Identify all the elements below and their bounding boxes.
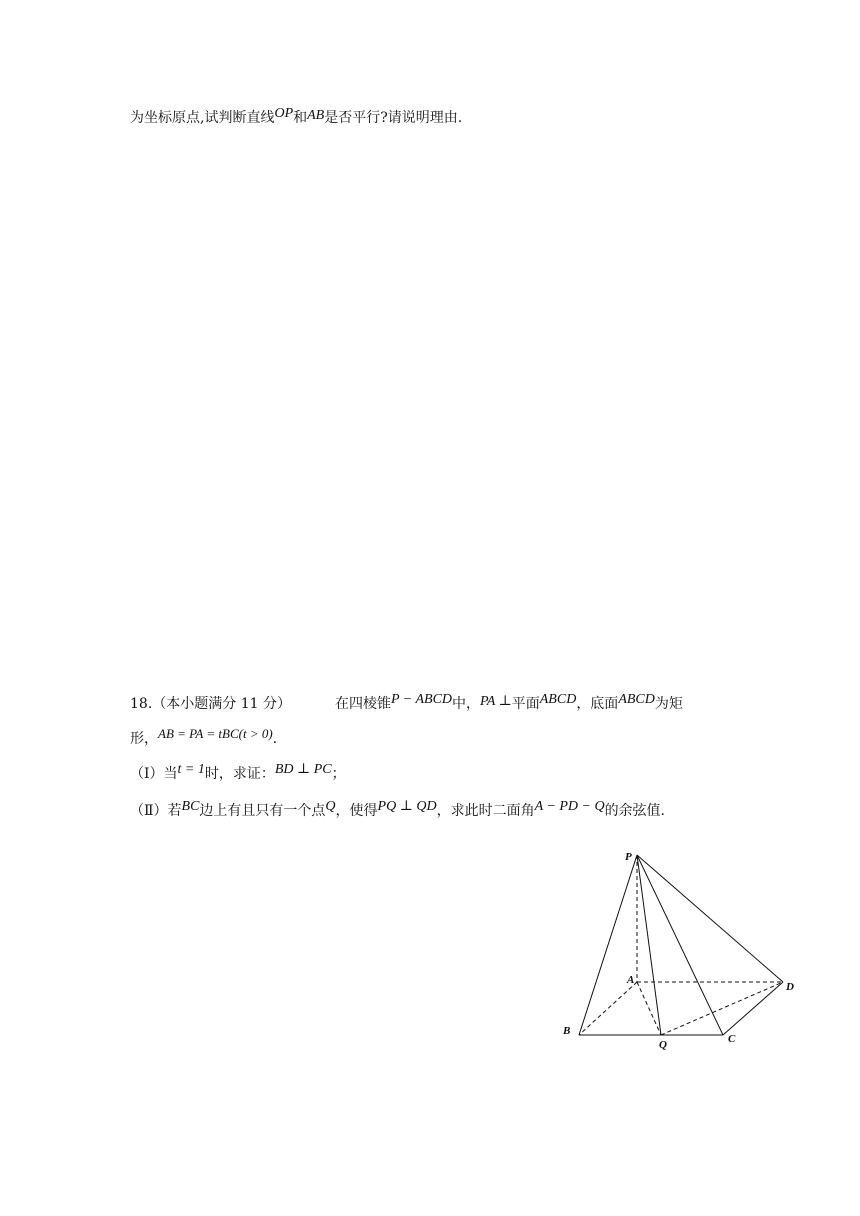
text: 为矩 bbox=[654, 696, 683, 712]
math-bc: BC bbox=[181, 799, 200, 814]
previous-problem-tail bbox=[130, 104, 462, 128]
edge-pc bbox=[637, 855, 723, 1035]
text: 的余弦值. bbox=[604, 803, 666, 819]
label-c: C bbox=[728, 1033, 736, 1045]
text: ，使得 bbox=[335, 803, 378, 819]
text: ； bbox=[331, 766, 346, 782]
math-bd-perp-pc: BD ⊥ PC bbox=[274, 762, 332, 777]
text: ，求此时二面角 bbox=[436, 803, 535, 819]
text: 中， bbox=[452, 696, 481, 712]
part-2 bbox=[130, 797, 665, 821]
math-pa-perp: PA ⊥ bbox=[480, 694, 512, 709]
problem-18-line-2 bbox=[130, 724, 277, 749]
math-t-equals-1: t = 1 bbox=[177, 762, 205, 777]
math-op: OP bbox=[274, 106, 294, 121]
edge-qd bbox=[661, 982, 783, 1035]
part-label: （Ⅰ）当 bbox=[130, 766, 178, 782]
math-pyramid: P − ABCD bbox=[390, 692, 453, 707]
label-d: D bbox=[786, 981, 794, 993]
math-abcd: ABCD bbox=[618, 692, 655, 707]
text: 在四棱锥 bbox=[334, 696, 391, 712]
text: 时，求证： bbox=[204, 766, 275, 782]
text: ，底面 bbox=[576, 696, 619, 712]
text: 为坐标原点,试判断直线 bbox=[130, 110, 275, 126]
math-condition: AB = PA = tBC(t > 0) bbox=[158, 726, 273, 741]
part-label: （Ⅱ）若 bbox=[130, 803, 182, 819]
math-abcd: ABCD bbox=[539, 692, 577, 707]
label-q: Q bbox=[659, 1039, 667, 1051]
problem-18-line-1 bbox=[130, 690, 683, 714]
part-1 bbox=[130, 760, 346, 784]
label-a: A bbox=[627, 974, 635, 986]
pyramid-figure bbox=[555, 848, 805, 1053]
edge-pd bbox=[637, 855, 783, 982]
math-pq-perp-qd: PQ ⊥ QD bbox=[377, 799, 437, 814]
problem-number: 18. bbox=[130, 696, 153, 712]
text: 平面 bbox=[511, 696, 540, 712]
edge-cd bbox=[723, 982, 783, 1035]
math-q: Q bbox=[325, 799, 336, 814]
score-note: （本小题满分 11 分） bbox=[152, 696, 291, 712]
text: . bbox=[272, 731, 278, 747]
text: 是否平行?请说明理由. bbox=[324, 110, 463, 126]
label-b: B bbox=[563, 1025, 571, 1037]
text: 和 bbox=[293, 110, 308, 126]
text: 边上有且只有一个点 bbox=[199, 803, 326, 819]
label-p: P bbox=[625, 851, 632, 863]
text: 形， bbox=[130, 731, 158, 747]
math-ab: AB bbox=[307, 108, 325, 123]
math-dihedral-angle: A − PD − Q bbox=[534, 799, 605, 814]
